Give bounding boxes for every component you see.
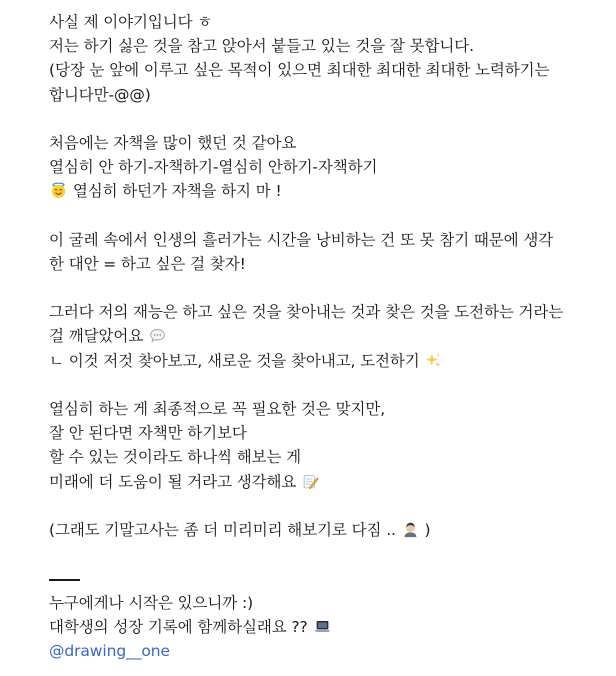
line-text: 열심히 하던가 자책을 하지 마 ! [72,182,282,201]
line-text: 걸 깨달았어요 [49,327,144,346]
text-line [49,58,614,82]
line-text: 대학생의 성장 기록에 함께하실래요 ?? [49,617,308,636]
line-text: 미래에 더 도움이 될 거라고 생각해요 [49,472,297,491]
line-text: 처음에는 자책을 많이 했던 것 같아요 [49,133,297,152]
text-line [49,228,614,252]
line-text: 사실 제 이야기입니다 ㅎ [49,13,213,31]
line-text: 할 수 있는 것이라도 하나씩 해보는 게 [49,448,302,467]
laptop-icon [314,618,331,635]
line-text: (그래도 기말고사는 좀 더 미리미리 해보기로 다짐 .. [49,520,396,539]
blank-line [49,542,614,566]
text-line [49,155,614,179]
smiling-face-with-halo-icon [50,182,67,199]
post-body [49,10,614,663]
line-text: 열심히 안 하기-자책하기-열심히 안하기-자책하기 [49,158,378,177]
line-text: 그러다 저의 재능은 하고 싶은 것을 찾아내는 것과 찾은 것을 도전하는 거라는 [49,303,564,322]
text-line [49,445,614,469]
text-line [49,470,614,494]
person-facepalming-icon [402,521,419,538]
text-line [49,615,614,639]
line-text: 잘 안 된다면 자책만 하기보다 [49,424,247,443]
text-line [49,591,614,615]
blank-line [49,107,614,131]
blank-line [49,373,614,397]
divider-rule [49,579,80,581]
line-text: ㄴ 이것 저것 찾아보고, 새로운 것을 찾아내고, 도전하기 [49,351,420,370]
line-text: (당장 눈 앞에 이루고 싶은 목적이 있으면 최대한 최대한 최대한 노력하기는 [49,61,550,80]
line-text: 누구에게나 시작은 있으니까 :) [49,593,254,612]
text-line [49,10,614,34]
line-text: ) [424,520,431,539]
line-text: 합니다만-@@) [49,85,151,104]
text-line [49,300,614,324]
blank-line [49,494,614,518]
text-line [49,34,614,58]
line-text: 한 대안 = 하고 싶은 걸 찾자! [49,254,246,273]
line-text: 열심히 하는 게 최종적으로 꼭 필요한 것은 맞지만, [49,400,386,418]
line-text: 이 굴레 속에서 인생의 흘러가는 시간을 낭비하는 건 또 못 참기 때문에 생각 [49,230,554,249]
instagram-handle-link[interactable]: @drawing__one [49,641,170,660]
blank-line [49,276,614,300]
text-line [49,518,614,542]
text-line [49,131,614,155]
text-line [49,349,614,373]
text-line [49,397,614,421]
text-line [49,179,614,203]
sparkles-icon [425,352,442,369]
memo-icon [302,473,319,490]
divider [49,566,614,590]
text-line [49,83,614,107]
text-line [49,421,614,445]
blank-line [49,204,614,228]
line-text: 저는 하기 싫은 것을 참고 앉아서 붙들고 있는 것을 잘 못합니다. [49,37,474,56]
text-line [49,252,614,276]
speech-balloon-icon [149,327,166,344]
text-line [49,639,614,663]
text-line [49,324,614,348]
